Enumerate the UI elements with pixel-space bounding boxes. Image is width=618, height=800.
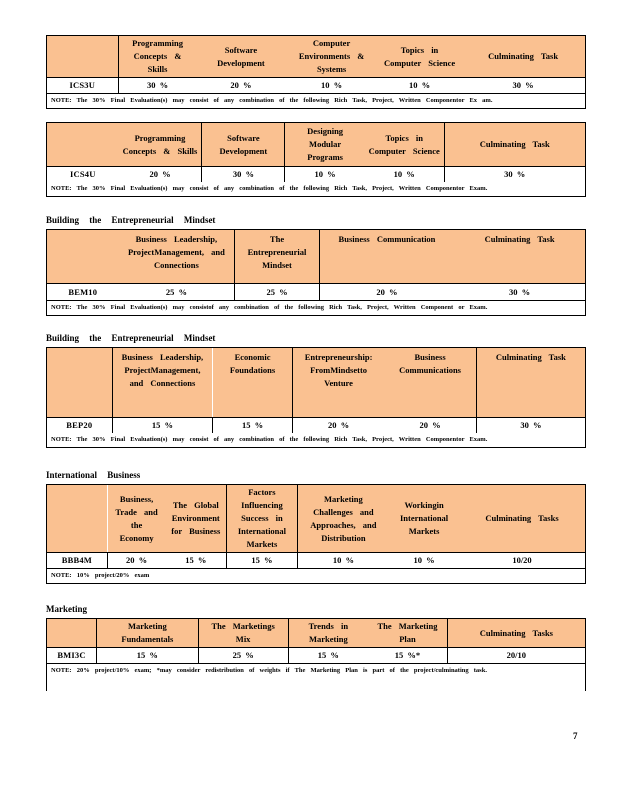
weight-value: 10 %: [321, 80, 343, 90]
section-title: Building the Entrepreneurial Mindset: [46, 215, 216, 225]
column-header: Culminating Tasks: [479, 627, 553, 638]
corner-cell: [47, 123, 119, 166]
column-header: Business Communication: [338, 234, 436, 244]
column-header: Business Leadership, ProjectManagement, and Connections: [119, 230, 236, 283]
course-code: ICS4U: [69, 169, 96, 179]
column-header: Trends in Marketing: [308, 621, 349, 644]
page-number: 7: [573, 731, 578, 741]
course-code: BEP20: [47, 418, 113, 433]
column-header: Topics in Computer Science: [383, 44, 456, 68]
section-title: Marketing: [46, 604, 87, 614]
corner-cell: [47, 619, 97, 647]
column-header: The Marketings Mix: [199, 619, 289, 647]
weights-row: [47, 78, 585, 94]
corner-cell: [47, 36, 119, 77]
weight-value: 20/10: [506, 650, 527, 660]
column-header: Business Communications: [384, 348, 477, 417]
table-header-row: [47, 348, 585, 418]
column-header: Marketing Challenges and Approaches, and Distribution: [310, 493, 377, 543]
table-note: NOTE: 10% project/20% exam: [51, 572, 150, 579]
table-header-row: [47, 36, 585, 78]
table-header-row: [47, 123, 585, 167]
column-header: Entrepreneurship: FromMindsetto Venture: [304, 352, 373, 388]
weight-value: 15 %: [113, 418, 214, 433]
weights-row: [47, 167, 585, 182]
column-header: Culminating Task: [495, 352, 566, 362]
column-header: Marketing Fundamentals: [97, 619, 199, 647]
table-header-row: [47, 230, 585, 284]
weight-value: 20 %: [230, 80, 252, 90]
column-header: Culminating Task: [488, 51, 559, 61]
column-header: Computer Environments & Systems: [298, 38, 365, 74]
column-header: Culminating Task: [484, 234, 555, 244]
column-header: Factors Influencing Success in International Markets: [227, 485, 297, 552]
page-content: [46, 35, 586, 691]
table-header-row: [47, 619, 585, 648]
weight-value: 10 %: [365, 167, 445, 182]
weight-value: 10 %: [332, 555, 354, 565]
weight-value: 30 %: [520, 420, 542, 430]
column-header: Workingin International Markets: [400, 500, 449, 536]
weights-row: [47, 553, 585, 569]
column-header: The Entrepreneurial Mindset: [235, 230, 319, 283]
column-header: Programming Concepts & Skills: [119, 123, 203, 166]
table-ics4u: [46, 122, 586, 197]
table-note: NOTE: The 30% Final Evaluation(s) may consist of any combination of the following Rich Task, Project, Written Componentor Ex am.: [51, 97, 493, 104]
section-title: Building the Entrepreneurial Mindset: [46, 333, 216, 343]
table-bep20: [46, 347, 586, 448]
course-code: BBB4M: [47, 553, 108, 568]
weight-value: 20 %: [119, 167, 203, 182]
table-ics3u: [46, 35, 586, 109]
table-note: NOTE: 20% project/10% exam; *may consider redistribution of weights if The Marketing Plan is part of the project/culminating task.: [51, 667, 487, 674]
weight-value: 20 %: [384, 418, 477, 433]
course-code: ICS3U: [47, 78, 119, 93]
column-header: The Global Environment for Business: [165, 485, 227, 552]
column-header: Topics in Computer Science: [365, 123, 445, 166]
weights-row: [47, 418, 585, 433]
weight-value: 30 %: [512, 80, 534, 90]
weight-value: 15 %: [165, 553, 227, 568]
weight-value: 25 %: [119, 284, 236, 300]
column-header: Programming Concepts & Skills: [132, 38, 183, 74]
table-bem10: [46, 229, 586, 316]
weight-value: 20 %: [327, 420, 350, 430]
table-bbb4m: [46, 484, 586, 584]
table-note: NOTE: The 30% Final Evaluation(s) may consistof any combination of the following Rich Task, Project, Written Component or Exam.: [51, 304, 488, 311]
weight-value: 30 %: [146, 80, 169, 90]
table-note: NOTE: The 30% Final Evaluation(s) may consist of any combination of the following Rich Task, Project, Written Componentor Exam.: [51, 436, 488, 443]
course-code: BEM10: [68, 286, 98, 297]
column-header: Culminating Task: [479, 139, 550, 149]
weight-value: 30 %: [202, 167, 285, 182]
weight-value: 15 %: [317, 650, 339, 660]
corner-cell: [47, 485, 108, 552]
weight-value: 10/20: [512, 555, 532, 565]
weight-value: 10 %: [408, 80, 431, 90]
weight-value: 15 %: [227, 553, 297, 568]
column-header: Software Development: [202, 123, 285, 166]
weight-value: 20 %: [376, 286, 398, 297]
column-header: Business, Trade and the Economy: [115, 493, 158, 543]
course-code: BMI3C: [47, 648, 97, 663]
column-header: Culminating Tasks: [485, 513, 559, 523]
table-header-row: [47, 485, 585, 553]
column-header: Software Development: [217, 44, 265, 68]
weight-value: 25 %: [235, 284, 319, 300]
column-header: Designing Modular Programs: [307, 126, 344, 162]
column-header: Economic Foundations: [213, 348, 293, 417]
weight-value: 30 %: [509, 286, 531, 297]
weight-value: 10 %: [413, 555, 435, 565]
weight-value: 15 %: [97, 648, 199, 663]
weight-value: 20 %: [126, 555, 148, 565]
weight-value: 15 %*: [368, 648, 448, 663]
table-bmi3c: [46, 618, 586, 691]
corner-cell: [47, 348, 113, 417]
weight-value: 30 %: [504, 169, 526, 179]
section-title: International Business: [46, 470, 141, 480]
table-note: NOTE: The 30% Final Evaluation(s) may consist of any combination of the following Rich Task, Project, Written Componentor Exam.: [51, 185, 488, 192]
column-header: Business Leadership, ProjectManagement, and Connections: [113, 348, 214, 417]
weight-value: 25 %: [199, 648, 289, 663]
weights-row: [47, 648, 585, 664]
weight-value: 15 %: [213, 418, 293, 433]
column-header: The Marketing Plan: [368, 619, 448, 647]
weight-value: 10 %: [314, 169, 336, 179]
corner-cell: [47, 230, 119, 283]
weights-row: [47, 284, 585, 301]
